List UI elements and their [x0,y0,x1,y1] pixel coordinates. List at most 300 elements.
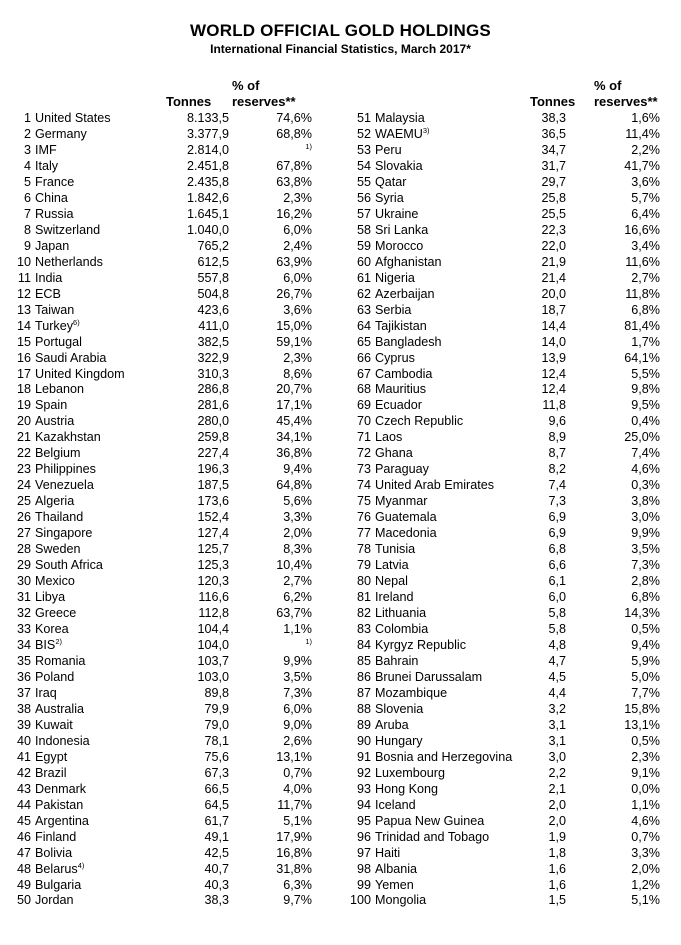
reserves-pct-cell: 1,1% [631,797,660,812]
country-name: Italy [35,158,59,173]
tonnes-cell: 4,7 [548,653,566,668]
reserves-pct-cell: 59,1% [276,334,312,349]
country-cell [375,701,423,717]
country-cell [375,142,402,158]
tonnes-cell: 36,5 [541,126,566,141]
country-name: Ecuador [375,398,422,413]
country-cell [35,397,67,413]
tonnes-cell: 196,3 [197,462,229,477]
country-name: Aruba [375,717,409,732]
tonnes-cell: 1,6 [548,877,566,892]
country-cell [35,877,81,893]
reserves-pct-cell: 1,6% [631,111,660,125]
reserves-pct-cell: 63,9% [276,254,312,269]
country-cell [375,350,415,366]
reserves-pct-cell: 6,8% [631,590,660,605]
rank-cell: 36 [16,669,31,684]
country-cell [35,509,83,525]
rank-cell: 40 [16,733,31,748]
country-cell [35,429,101,445]
reserves-pct-cell: 0,5% [631,622,660,636]
rank-cell: 4 [23,158,31,173]
country-cell [375,733,423,749]
country-name: Australia [35,701,84,716]
tonnes-cell: 11,8 [542,398,566,413]
tonnes-cell: 40,7 [204,861,229,876]
country-name: Philippines [35,462,96,477]
tonnes-cell: 227,4 [197,446,229,461]
rank-cell: 18 [16,382,31,397]
rank-cell: 59 [356,238,371,253]
rank-cell: 24 [16,478,31,493]
country-name: Sri Lanka [375,222,429,237]
country-cell [35,110,111,126]
country-name: Lebanon [35,382,85,397]
rank-cell: 41 [16,749,31,764]
rank-cell: 43 [16,781,31,796]
reserves-pct-cell: 9,9% [283,653,312,668]
tonnes-cell: 20,0 [541,286,566,301]
tonnes-cell: 25,5 [541,206,566,221]
country-name: Romania [35,653,86,668]
rank-cell: 64 [356,318,371,333]
tonnes-cell: 6,0 [548,590,566,605]
reserves-pct-cell: 2,2% [631,142,660,157]
country-name: Hungary [375,733,423,748]
country-name: Russia [35,206,74,221]
country-cell [375,493,427,509]
tonnes-cell: 9,6 [548,414,566,429]
country-name: Mongolia [375,893,427,908]
country-cell [35,350,106,366]
country-cell [375,621,428,637]
country-cell [35,158,58,174]
country-cell [375,765,445,781]
country-cell [375,461,429,477]
rank-cell: 89 [356,717,371,732]
reserves-pct-cell: 7,3% [283,685,312,700]
country-name: Nepal [375,574,408,589]
rank-cell: 45 [16,813,31,828]
rank-cell: 66 [356,350,371,365]
rank-cell: 54 [356,158,371,173]
tonnes-cell: 2,2 [548,765,566,780]
country-cell [375,892,426,908]
country-name: Switzerland [35,222,101,237]
rank-cell: 31 [16,590,31,605]
rank-cell: 92 [356,765,371,780]
rank-cell: 75 [356,494,371,509]
rank-cell: 26 [16,510,31,525]
reserves-pct-cell: 11,6% [625,254,660,269]
country-name: South Africa [35,558,103,573]
reserves-pct-cell: 68,8% [276,126,312,141]
footnote-marker: 1) [305,636,312,646]
country-name: Cyprus [375,350,415,365]
reserves-pct-cell: 2,3% [631,749,660,764]
country-cell [35,318,80,334]
tonnes-cell: 310,3 [197,366,229,381]
country-cell [35,701,84,717]
reserves-pct-cell: 9,4% [631,637,660,652]
rank-cell: 5 [23,174,31,189]
reserves-pct-cell: 0,5% [631,733,660,748]
country-cell [35,142,57,158]
country-cell [35,589,65,605]
country-cell [375,190,404,206]
country-name: Bolivia [35,845,73,860]
country-name: Serbia [375,302,412,317]
tonnes-cell: 61,7 [204,813,229,828]
tonnes-cell: 116,6 [198,590,229,605]
country-name: Haiti [375,845,401,860]
country-cell [35,557,103,573]
country-name: Saudi Arabia [35,350,107,365]
rank-cell: 53 [356,142,371,157]
country-cell [375,445,413,461]
rank-cell: 80 [356,574,371,589]
tonnes-cell: 2,0 [548,797,566,812]
reserves-pct-cell: 1,2% [631,877,660,892]
country-cell [375,270,415,286]
rank-cell: 74 [356,478,371,493]
country-name: Iceland [375,797,416,812]
tonnes-cell: 8,9 [548,430,566,445]
tonnes-cell: 18,7 [541,302,566,317]
rank-cell: 7 [23,206,31,221]
rank-cell: 47 [16,845,31,860]
country-cell [35,206,74,222]
rank-cell: 97 [356,845,371,860]
rank-cell: 93 [356,781,371,796]
country-name: Libya [35,590,66,605]
country-cell [35,254,103,270]
footnote-marker: 6) [73,317,80,327]
reserves-pct-cell: 6,8% [631,302,660,317]
reserves-pct-cell: 5,1% [283,813,312,828]
country-name: Paraguay [375,462,429,477]
rank-cell: 60 [356,254,371,269]
reserves-pct-cell: 17,1% [276,398,312,413]
country-cell [35,765,67,781]
footnote-marker: 1) [305,141,312,151]
rank-cell: 76 [356,510,371,525]
tonnes-cell: 4,5 [548,669,566,684]
reserves-pct-cell: 45,4% [276,414,312,429]
rank-cell: 46 [16,829,31,844]
country-name: Belarus [35,861,78,876]
country-name: Poland [35,669,75,684]
tonnes-cell: 12,4 [541,366,566,381]
tonnes-cell: 6,1 [548,574,566,589]
reserves-pct-cell: 5,0% [631,669,660,684]
country-cell [35,781,86,797]
country-cell [375,477,494,493]
country-cell [35,477,94,493]
rank-cell: 10 [16,254,31,269]
tonnes-cell: 75,6 [204,749,229,764]
country-name: Indonesia [35,733,90,748]
country-cell [375,605,426,621]
tonnes-cell: 104,4 [197,622,229,636]
tonnes-cell: 7,4 [548,478,566,493]
tonnes-cell: 38,3 [541,111,566,125]
reserves-pct-cell: 4,6% [631,813,660,828]
country-name: Egypt [35,749,68,764]
country-name: Ireland [375,590,414,605]
country-name: Venezuela [35,478,94,493]
reserves-pct-cell: 4,0% [283,781,312,796]
reserves-pct-cell: 64,8% [276,478,312,493]
rank-cell: 34 [16,637,31,652]
rank-cell: 48 [16,861,31,876]
tonnes-cell: 104,0 [197,637,229,652]
reserves-pct-cell: 3,3% [283,510,312,525]
tonnes-cell: 2,1 [548,781,566,796]
country-cell [35,286,61,302]
tonnes-cell: 1,5 [548,893,566,908]
reserves-pct-cell: 3,6% [283,302,312,317]
rank-cell: 27 [16,526,31,541]
country-cell [35,222,100,238]
reserves-pct-cell: 2,7% [631,270,660,285]
country-name: Austria [35,414,75,429]
rank-cell: 62 [356,286,371,301]
country-cell [35,525,92,541]
tonnes-cell: 3.377,9 [186,126,229,141]
rank-cell: 13 [16,302,31,317]
country-name: Japan [35,238,70,253]
country-name: Mexico [35,574,75,589]
reserves-pct-cell: 63,8% [276,174,312,189]
country-name: Latvia [375,558,409,573]
rank-cell: 49 [16,877,31,892]
reserves-pct-cell: 2,0% [283,526,312,541]
reserves-pct-cell: 0,7% [631,829,660,844]
country-cell [375,302,411,318]
rank-cell: 94 [356,797,371,812]
tonnes-cell: 259,8 [197,430,229,445]
reserves-pct-cell: 13,1% [624,717,660,732]
country-cell [35,621,69,637]
country-cell [35,717,73,733]
tonnes-cell: 1,9 [548,829,566,844]
reserves-pct-cell: 13,1% [276,749,312,764]
right-tonnes-header: Tonnes [530,94,576,109]
country-name: Iraq [35,685,57,700]
country-cell [375,110,425,126]
reserves-pct-cell: 3,3% [631,845,660,860]
reserves-pct-cell: 41,7% [624,158,660,173]
tonnes-cell: 2.814,0 [186,142,229,157]
country-name: Macedonia [375,526,437,541]
tonnes-cell: 3,1 [548,717,566,732]
country-name: Hong Kong [375,781,439,796]
tonnes-cell: 1.842,6 [186,190,229,205]
rank-cell: 99 [356,877,371,892]
country-name: Denmark [35,781,87,796]
tonnes-cell: 2,0 [548,813,566,828]
reserves-pct-cell: 17,9% [276,829,312,844]
tonnes-cell: 1.040,0 [186,222,229,237]
country-cell [35,845,72,861]
country-name: Brunei Darussalam [375,669,483,684]
country-cell [375,557,409,573]
country-name: WAEMU [375,126,423,141]
tonnes-cell: 280,0 [197,414,229,429]
country-cell [35,749,67,765]
reserves-pct-cell: 6,0% [283,270,312,285]
country-cell [375,669,482,685]
reserves-pct-cell: 36,8% [276,446,312,461]
country-name: Ghana [375,446,413,461]
tonnes-cell: 103,0 [197,669,229,684]
rank-cell: 44 [16,797,31,812]
left-tonnes-header: Tonnes [166,94,212,109]
tonnes-cell: 5,8 [548,622,566,636]
reserves-pct-cell: 2,4% [283,238,312,253]
country-name: Singapore [35,526,93,541]
country-cell [375,254,442,270]
country-name: Jordan [35,893,74,908]
country-cell [35,653,85,669]
rank-cell: 2 [23,126,31,141]
country-name: Greece [35,606,77,621]
reserves-pct-cell: 3,5% [631,542,660,557]
tonnes-cell: 6,9 [548,526,566,541]
rank-cell: 78 [356,542,371,557]
country-name: Thailand [35,510,84,525]
rank-cell: 73 [356,462,371,477]
country-cell [35,381,84,397]
rank-cell: 61 [356,270,371,285]
reserves-pct-cell: 8,3% [283,542,312,557]
reserves-pct-cell: 81,4% [624,318,660,333]
country-name: United States [35,111,111,125]
country-cell [35,669,74,685]
tonnes-cell: 79,0 [204,717,229,732]
tonnes-cell: 78,1 [204,733,229,748]
reserves-pct-cell: 9,7% [283,893,312,908]
country-name: Slovakia [375,158,423,173]
country-name: Afghanistan [375,254,442,269]
country-name: Germany [35,126,87,141]
rank-cell: 81 [356,590,371,605]
country-name: United Kingdom [35,366,125,381]
country-name: Albania [375,861,418,876]
reserves-pct-cell: 64,1% [624,350,660,365]
country-name: BIS [35,637,56,652]
country-name: Azerbaijan [375,286,435,301]
rank-cell: 96 [356,829,371,844]
country-cell [375,637,466,653]
country-cell [35,573,75,589]
rank-cell: 95 [356,813,371,828]
rank-cell: 1 [23,111,31,125]
rank-cell: 52 [356,126,371,141]
reserves-pct-cell: 3,5% [283,669,312,684]
reserves-pct-cell: 1,1% [283,622,312,636]
tonnes-cell: 4,4 [548,685,566,700]
reserves-pct-cell: 7,7% [631,685,660,700]
rank-cell: 38 [16,701,31,716]
reserves-pct-cell: 4,6% [631,462,660,477]
rank-cell: 85 [356,653,371,668]
reserves-pct-cell: 25,0% [624,430,660,445]
reserves-pct-cell: 10,4% [276,558,312,573]
tonnes-cell: 4,8 [548,637,566,652]
rank-cell: 17 [16,366,31,381]
country-cell [375,877,414,893]
rank-cell: 14 [16,318,31,333]
reserves-pct-cell: 2,8% [631,574,660,589]
rank-cell: 35 [16,653,31,668]
reserves-pct-cell: 15,0% [276,318,312,333]
country-name: Bulgaria [35,877,82,892]
reserves-pct-cell: 26,7% [276,286,312,301]
country-cell [35,238,69,254]
country-cell [35,861,84,877]
tonnes-cell: 1,8 [548,845,566,860]
country-cell [35,637,62,653]
rank-cell: 63 [356,302,371,317]
country-cell [375,861,417,877]
footnote-marker: 3) [422,125,430,135]
country-cell [35,334,82,350]
reserves-pct-cell: 16,2% [276,206,312,221]
country-name: Lithuania [375,606,427,621]
tonnes-cell: 612,5 [197,254,229,269]
country-cell [35,190,68,206]
country-name: Myanmar [375,494,428,509]
country-cell [35,829,76,845]
tonnes-cell: 8,2 [548,462,566,477]
country-cell [35,366,125,382]
tonnes-cell: 6,8 [548,542,566,557]
tonnes-cell: 127,4 [197,526,229,541]
tonnes-cell: 286,8 [197,382,229,397]
country-name: Colombia [375,622,429,636]
country-cell [375,397,422,413]
reserves-pct-cell: 11,7% [277,797,312,812]
reserves-pct-cell: 74,6% [276,111,312,125]
tonnes-cell: 38,3 [204,893,229,908]
country-name: Slovenia [375,701,424,716]
country-name: Bangladesh [375,334,442,349]
rank-cell: 9 [23,238,31,253]
tonnes-cell: 89,8 [204,685,229,700]
tonnes-cell: 765,2 [197,238,229,253]
tonnes-cell: 8.133,5 [186,111,229,125]
rank-cell: 68 [356,382,371,397]
reserves-pct-cell: 9,9% [631,526,660,541]
rank-cell: 50 [16,893,31,908]
reserves-pct-cell: 1,7% [631,334,660,349]
rank-cell: 30 [16,574,31,589]
tonnes-cell: 2.451,8 [186,158,229,173]
tonnes-cell: 411,0 [198,318,229,333]
right-pct-of-header: % of [594,78,622,93]
reserves-pct-cell: 6,0% [283,222,312,237]
reserves-pct-cell: 2,3% [283,190,312,205]
country-cell [375,286,435,302]
country-cell [375,685,447,701]
country-name: Argentina [35,813,89,828]
right-reserves-header: reserves** [594,94,658,109]
reserves-pct-cell: 6,4% [631,206,660,221]
rank-cell: 69 [356,398,371,413]
country-cell [375,525,437,541]
